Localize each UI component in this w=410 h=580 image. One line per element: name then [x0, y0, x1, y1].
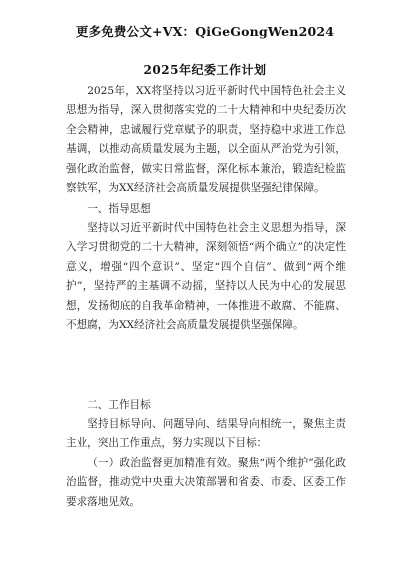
watermark-header: 更多免费公文+VX：QiGeGongWen2024 — [75, 24, 335, 39]
section-heading-work-goals: 二、工作目标 — [87, 399, 151, 411]
intro-paragraph: 2025年，XX将坚持以习近平新时代中国特色社会主义思想为指导，深入贯彻落实党的二十大精神和中央纪委历次全会精神，忠诚履行党章赋予的职责，坚持稳中求进工作总基调，以推动高质量发展为主题，以全面从严治党为引领，强化政治监督，做实日常监督，深化标本兼治，锻造纪检监察铁军，为XX经济社会高质量发展提供坚强纪律保障。 — [66, 85, 346, 195]
work-goals-paragraph: 坚持目标导向、问题导向、结果导向相统一，聚焦主责主业，突出工作重点，努力实现以下目标： — [66, 418, 346, 450]
guiding-ideology-paragraph: 坚持以习近平新时代中国特色社会主义思想为指导，深入学习贯彻党的二十大精神，深刻领悟“两个确立”的决定性意义，增强“四个意识”、坚定“四个自信”、做到“两个维护”，坚持严的主基调不动摇，坚持以人民为中心的发展思想，发扬彻底的自我革命精神，一体推进不敢腐、不能腐、不想腐，为XX经济社会高质量发展提供坚强保障。 — [66, 222, 346, 332]
section-heading-guiding-ideology: 一、指导思想 — [87, 203, 151, 215]
goal-item-political-supervision: （一）政治监督更加精准有效。聚焦“两个维护”强化政治监督，推动党中央重大决策部署和省委、市委、区委工作要求落地见效。 — [66, 457, 346, 508]
document-title: 2025年纪委工作计划 — [143, 63, 267, 77]
